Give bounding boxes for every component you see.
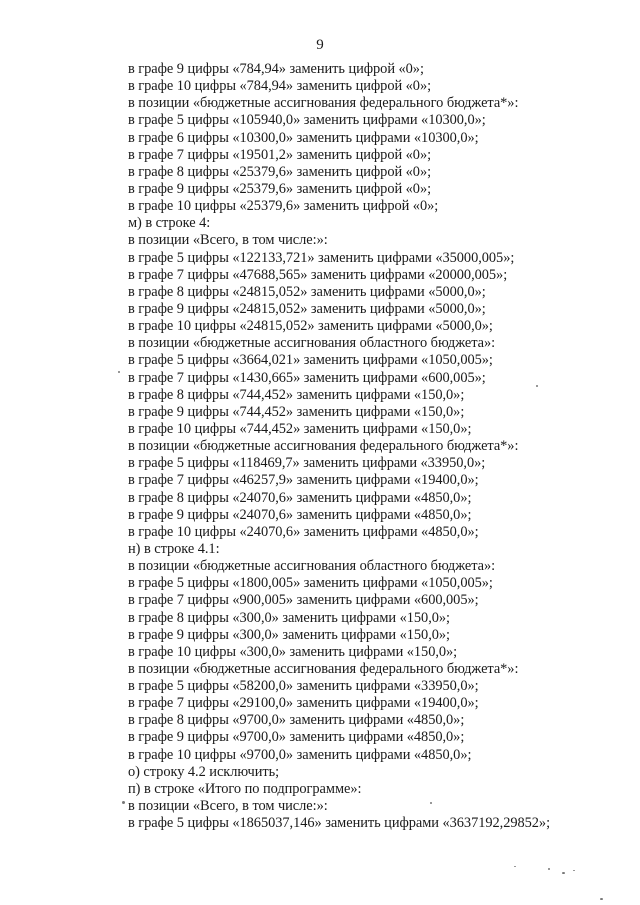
- text-line: в графе 10 цифры «9700,0» заменить цифрами «4850,0»;: [128, 746, 472, 763]
- text-line: в графе 10 цифры «744,452» заменить цифрами «150,0»;: [128, 420, 472, 437]
- text-line: в позиции «бюджетные ассигнования федерального бюджета*»:: [128, 660, 519, 677]
- text-line: в позиции «бюджетные ассигнования областного бюджета»:: [128, 558, 496, 575]
- text-line: в графе 8 цифры «25379,6» заменить цифрой «0»;: [128, 163, 432, 180]
- scan-speck: [536, 385, 538, 387]
- text-line: в графе 5 цифры «1800,005» заменить цифрами «1050,005»;: [128, 575, 493, 592]
- text-line: в графе 7 цифры «46257,9» заменить цифрами «19400,0»;: [128, 472, 479, 489]
- text-line: в графе 7 цифры «900,005» заменить цифрами «600,005»;: [128, 592, 479, 609]
- text-line: в графе 9 цифры «784,94» заменить цифрой «0»;: [128, 61, 424, 77]
- scan-speck: [573, 870, 575, 871]
- text-line: в графе 10 цифры «24815,052» заменить цифрами «5000,0»;: [128, 318, 493, 335]
- scan-speck: [430, 802, 432, 804]
- text-line: в графе 5 цифры «118469,7» заменить цифрами «33950,0»;: [128, 455, 486, 472]
- text-line: в графе 8 цифры «744,452» заменить цифрами «150,0»;: [128, 386, 465, 403]
- text-line: в графе 7 цифры «47688,565» заменить цифрами «20000,005»;: [128, 266, 508, 283]
- text-line: в графе 9 цифры «24070,6» заменить цифрами «4850,0»;: [128, 506, 472, 523]
- text-line: в графе 9 цифры «9700,0» заменить цифрами «4850,0»;: [128, 729, 465, 746]
- text-line: в графе 10 цифры «24070,6» заменить цифрами «4850,0»;: [128, 523, 479, 540]
- text-line: в графе 7 цифры «29100,0» заменить цифрами «19400,0»;: [128, 695, 479, 712]
- text-line: в графе 5 цифры «58200,0» заменить цифрами «33950,0»;: [128, 678, 479, 695]
- text-line: в графе 8 цифры «300,0» заменить цифрами «150,0»;: [128, 609, 450, 626]
- text-line: в графе 10 цифры «300,0» заменить цифрами «150,0»;: [128, 643, 458, 660]
- text-line: в графе 5 цифры «1865037,146» заменить цифрами «3637192,29852»;: [128, 815, 551, 832]
- text-line: в позиции «Всего, в том числе:»:: [128, 232, 328, 249]
- page-number: 9: [316, 37, 324, 53]
- text-line: в графе 9 цифры «300,0» заменить цифрами «150,0»;: [128, 626, 450, 643]
- text-line: в позиции «бюджетные ассигнования федерального бюджета*»:: [128, 95, 519, 112]
- scan-speck: [122, 801, 125, 804]
- scan-speck: [514, 866, 516, 867]
- text-line: о) строку 4.2 исключить;: [128, 763, 280, 780]
- text-line: в графе 9 цифры «24815,052» заменить цифрами «5000,0»;: [128, 300, 486, 317]
- text-line: в графе 9 цифры «25379,6» заменить цифрой «0»;: [128, 180, 432, 197]
- text-line: в графе 7 цифры «19501,2» заменить цифрой «0»;: [128, 146, 432, 163]
- text-line: в графе 8 цифры «24070,6» заменить цифрами «4850,0»;: [128, 489, 472, 506]
- text-line: в позиции «бюджетные ассигнования федерального бюджета*»:: [128, 438, 519, 455]
- scan-speck: [562, 872, 565, 874]
- text-line: в графе 10 цифры «25379,6» заменить цифрой «0»;: [128, 198, 439, 215]
- text-line: в графе 7 цифры «1430,665» заменить цифрами «600,005»;: [128, 369, 486, 386]
- text-line: в графе 5 цифры «3664,021» заменить цифрами «1050,005»;: [128, 352, 493, 369]
- document-body: [128, 61, 628, 832]
- text-line: в графе 5 цифры «105940,0» заменить цифрами «10300,0»;: [128, 112, 486, 129]
- text-line: п) в строке «Итого по подпрограмме»:: [128, 780, 362, 797]
- text-line: в позиции «бюджетные ассигнования областного бюджета»:: [128, 335, 496, 352]
- text-line: в позиции «Всего, в том числе:»:: [128, 798, 328, 815]
- text-line: в графе 8 цифры «9700,0» заменить цифрами «4850,0»;: [128, 712, 465, 729]
- text-line: в графе 9 цифры «744,452» заменить цифрами «150,0»;: [128, 403, 465, 420]
- text-line: в графе 10 цифры «784,94» заменить цифрой «0»;: [128, 78, 432, 95]
- text-line: н) в строке 4.1:: [128, 540, 220, 557]
- scan-speck: [600, 898, 603, 900]
- text-line: м) в строке 4:: [128, 215, 211, 232]
- scan-speck: [548, 868, 550, 870]
- text-line: в графе 8 цифры «24815,052» заменить цифрами «5000,0»;: [128, 283, 486, 300]
- scan-speck: [118, 371, 120, 373]
- text-line: в графе 5 цифры «122133,721» заменить цифрами «35000,005»;: [128, 249, 515, 266]
- text-line: в графе 6 цифры «10300,0» заменить цифрами «10300,0»;: [128, 129, 479, 146]
